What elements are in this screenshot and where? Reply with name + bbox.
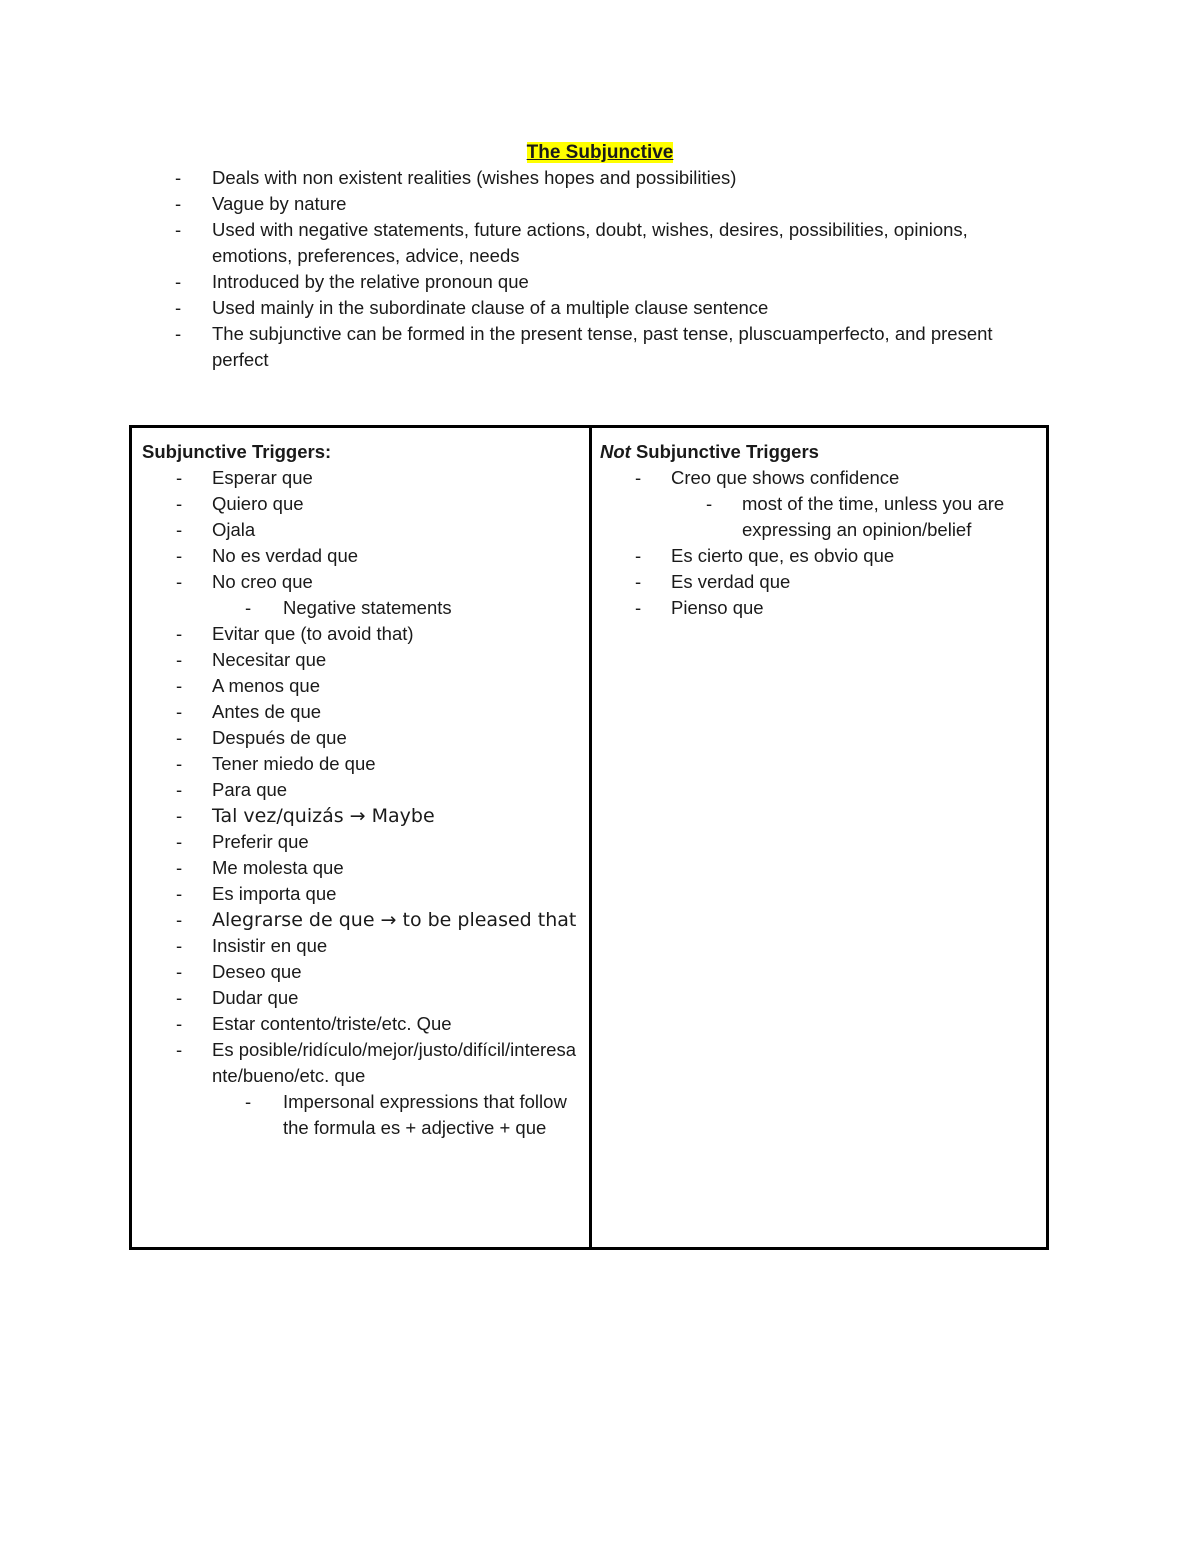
heading-rest: Subjunctive Triggers — [630, 441, 819, 462]
intro-item — [0, 321, 1048, 373]
trigger-text: Tal vez/quizás → Maybe — [212, 805, 435, 827]
dash-bullet: - — [635, 597, 642, 618]
dash-bullet: - — [176, 701, 183, 722]
trigger-item — [132, 621, 582, 647]
subjunctive-triggers-column — [132, 428, 592, 1247]
trigger-item — [132, 881, 582, 907]
not-trigger-note: most of the time, unless you are expressing an opinion/belief — [742, 493, 1005, 540]
intro-item — [0, 191, 1048, 217]
trigger-text: Esperar que — [212, 467, 313, 488]
page-title — [0, 140, 1200, 166]
dash-bullet: - — [176, 909, 183, 930]
trigger-item — [132, 777, 582, 803]
trigger-item — [132, 907, 582, 933]
dash-bullet: - — [176, 519, 183, 540]
intro-item — [0, 217, 1048, 269]
not-trigger-text: Creo que shows confidence — [671, 467, 900, 488]
dash-bullet: - — [176, 831, 183, 852]
dash-bullet: - — [176, 857, 183, 878]
dash-bullet: - — [175, 271, 182, 292]
trigger-item — [132, 855, 582, 881]
dash-bullet: - — [635, 571, 642, 592]
trigger-text: Antes de que — [212, 701, 322, 722]
intro-text: Used mainly in the subordinate clause of a multiple clause sentence — [212, 297, 769, 318]
triggers-table — [129, 425, 1049, 1250]
dash-bullet: - — [706, 493, 713, 514]
trigger-item — [132, 491, 582, 517]
trigger-text: Después de que — [212, 727, 347, 748]
not-subjunctive-triggers-heading — [600, 439, 1046, 465]
intro-item — [0, 295, 1048, 321]
intro-item — [0, 165, 1048, 191]
dash-bullet: - — [176, 753, 183, 774]
trigger-text: Evitar que (to avoid that) — [212, 623, 414, 644]
trigger-text: Tener miedo de que — [212, 753, 376, 774]
trigger-text: Alegrarse de que → to be pleased that — [212, 909, 577, 931]
trigger-subitem — [132, 1089, 583, 1141]
not-trigger-item — [592, 543, 1041, 569]
trigger-item — [132, 1011, 582, 1037]
trigger-note: Impersonal expressions that follow the formula es + adjective + que — [283, 1091, 567, 1138]
trigger-text: A menos que — [212, 675, 320, 696]
not-subjunctive-triggers-list — [592, 465, 1046, 621]
dash-bullet: - — [176, 675, 183, 696]
trigger-item — [132, 517, 582, 543]
intro-text: The subjunctive can be formed in the present tense, past tense, pluscuamperfecto, and present perfect — [212, 323, 993, 370]
trigger-text: Quiero que — [212, 493, 304, 514]
intro-text: Introduced by the relative pronoun que — [212, 271, 529, 292]
trigger-text: Es posible/ridículo/mejor/justo/difícil/interesante/bueno/etc. que — [212, 1039, 576, 1086]
trigger-item — [132, 829, 582, 855]
dash-bullet: - — [176, 1039, 183, 1060]
trigger-item — [132, 543, 582, 569]
dash-bullet: - — [176, 571, 183, 592]
dash-bullet: - — [176, 779, 183, 800]
trigger-note: Negative statements — [283, 597, 452, 618]
dash-bullet: - — [176, 545, 183, 566]
not-trigger-subitem — [592, 491, 1027, 543]
dash-bullet: - — [176, 805, 183, 826]
trigger-text: No es verdad que — [212, 545, 359, 566]
dash-bullet: - — [176, 467, 183, 488]
dash-bullet: - — [176, 493, 183, 514]
trigger-subitem — [132, 595, 583, 621]
trigger-text: Es importa que — [212, 883, 337, 904]
trigger-text: Me molesta que — [212, 857, 344, 878]
trigger-text: Preferir que — [212, 831, 309, 852]
not-trigger-item — [592, 569, 1041, 595]
trigger-text: Deseo que — [212, 961, 302, 982]
trigger-text: Insistir en que — [212, 935, 328, 956]
dash-bullet: - — [176, 961, 183, 982]
trigger-item — [132, 569, 582, 595]
subjunctive-triggers-list — [132, 465, 589, 1141]
trigger-item — [132, 699, 582, 725]
heading-emphasis: Not — [600, 441, 631, 462]
dash-bullet: - — [176, 987, 183, 1008]
dash-bullet: - — [176, 883, 183, 904]
trigger-item — [132, 959, 582, 985]
dash-bullet: - — [176, 623, 183, 644]
dash-bullet: - — [175, 323, 182, 344]
trigger-item — [132, 725, 582, 751]
intro-text: Used with negative statements, future actions, doubt, wishes, desires, possibilities, opinions, emotions, preferences, advice, needs — [212, 219, 968, 266]
trigger-item — [132, 647, 582, 673]
dash-bullet: - — [175, 193, 182, 214]
trigger-item — [132, 933, 582, 959]
dash-bullet: - — [635, 545, 642, 566]
trigger-item — [132, 1037, 582, 1089]
dash-bullet: - — [635, 467, 642, 488]
dash-bullet: - — [176, 935, 183, 956]
trigger-text: Dudar que — [212, 987, 299, 1008]
title-highlight: The Subjunctive — [526, 142, 674, 163]
trigger-item — [132, 985, 582, 1011]
not-trigger-text: Es cierto que, es obvio que — [671, 545, 895, 566]
dash-bullet: - — [176, 1013, 183, 1034]
not-trigger-item — [592, 465, 1041, 491]
trigger-text: Estar contento/triste/etc. Que — [212, 1013, 452, 1034]
dash-bullet: - — [176, 727, 183, 748]
trigger-item — [132, 803, 582, 829]
trigger-text: Necesitar que — [212, 649, 327, 670]
dash-bullet: - — [245, 597, 252, 618]
subjunctive-triggers-heading: Subjunctive Triggers: — [142, 441, 332, 462]
not-subjunctive-triggers-column — [592, 428, 1046, 1247]
dash-bullet: - — [175, 297, 182, 318]
not-trigger-item — [592, 595, 1041, 621]
intro-item — [0, 269, 1048, 295]
trigger-item — [132, 673, 582, 699]
intro-list — [0, 165, 1200, 373]
intro-text: Vague by nature — [212, 193, 347, 214]
dash-bullet: - — [245, 1091, 252, 1112]
trigger-text: Ojala — [212, 519, 256, 540]
trigger-text: No creo que — [212, 571, 313, 592]
not-trigger-text: Es verdad que — [671, 571, 791, 592]
trigger-item — [132, 751, 582, 777]
trigger-text: Para que — [212, 779, 288, 800]
not-trigger-text: Pienso que — [671, 597, 764, 618]
trigger-item — [132, 465, 582, 491]
intro-text: Deals with non existent realities (wishes hopes and possibilities) — [212, 167, 737, 188]
dash-bullet: - — [176, 649, 183, 670]
dash-bullet: - — [175, 167, 182, 188]
dash-bullet: - — [175, 219, 182, 240]
